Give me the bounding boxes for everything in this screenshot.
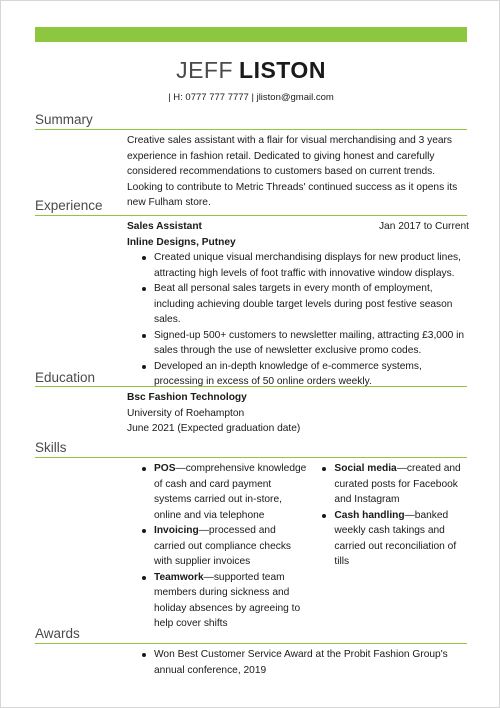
list-item xyxy=(154,570,307,632)
list-item: Won Best Customer Service Award at the Probit Fashion Group's annual conference, 2019 xyxy=(154,647,469,678)
experience-heading: Experience xyxy=(35,198,103,213)
company-name: Inline Designs, Putney xyxy=(127,236,236,248)
candidate-name xyxy=(1,57,500,84)
skills-heading: Skills xyxy=(35,440,67,455)
skills-block xyxy=(127,461,469,632)
experience-block xyxy=(127,219,469,390)
education-rule xyxy=(35,386,467,387)
skill-desc: —supported team members during sickness and holiday absences by agreeing to help cover shifts xyxy=(154,571,301,629)
skills-rule xyxy=(35,457,467,458)
summary-block xyxy=(127,133,469,211)
school: University of Roehampton xyxy=(127,407,245,419)
awards-bullets xyxy=(127,647,469,678)
skill-desc: —banked weekly cash takings and carried out reconciliation of tills xyxy=(334,509,457,567)
list-item xyxy=(154,523,307,570)
contact-line: | H: 0777 777 7777 | jliston@gmail.com xyxy=(168,92,334,103)
awards-block xyxy=(127,647,469,678)
education-heading: Education xyxy=(35,370,96,385)
last-name: LISTON xyxy=(239,57,326,83)
list-item: Created unique visual merchandising displays for new product lines, attracting high levels of foot traffic with innovative window displays. xyxy=(154,250,469,281)
job-header-row xyxy=(127,219,469,235)
experience-bullets xyxy=(127,250,469,390)
skill-desc: —comprehensive knowledge of cash and card payment systems carried out in-store, online and via telephone xyxy=(154,463,307,521)
list-item xyxy=(334,508,469,570)
awards-rule xyxy=(35,643,467,644)
education-block xyxy=(127,390,469,437)
accent-bar xyxy=(35,27,467,42)
summary-heading: Summary xyxy=(35,112,93,127)
skill-name: Invoicing xyxy=(154,525,199,536)
awards-heading: Awards xyxy=(35,626,80,641)
skills-column-1 xyxy=(127,461,307,632)
skill-name: Social media xyxy=(334,463,397,474)
list-item xyxy=(154,461,307,523)
skills-column-2 xyxy=(307,461,469,632)
summary-rule xyxy=(35,129,467,130)
list-item: Beat all personal sales targets in every month of employment, including achieving double target levels during post festive season sales. xyxy=(154,281,469,328)
graduation-date: June 2021 (Expected graduation date) xyxy=(127,423,301,434)
list-item: Developed an in-depth knowledge of e-commerce systems, processing in excess of 50 online orders weekly. xyxy=(154,359,469,390)
first-name: JEFF xyxy=(176,57,234,83)
job-dates: Jan 2017 to Current xyxy=(378,221,469,232)
skill-name: Teamwork xyxy=(154,571,204,583)
summary-text: Creative sales assistant with a flair for visual merchandising and 3 years experience in fashion retail. Dedicated to giving honest and carefully considered recommendations to customers based on current trends. Looking to contribute to Metric Threads' continued success as it opens its new Fulham store. xyxy=(127,135,458,208)
list-item: Signed-up 500+ customers to newsletter mailing, attracting £3,000 in sales through the use of newsletter exclusive promo codes. xyxy=(154,328,469,359)
skill-desc: —processed and carried out compliance checks with supplier invoices xyxy=(154,525,292,567)
job-title: Sales Assistant xyxy=(127,221,202,232)
skill-name: Cash handling xyxy=(334,509,405,521)
skill-desc: —created and curated posts for Facebook and Instagram xyxy=(334,463,461,505)
degree: Bsc Fashion Technology xyxy=(127,392,247,403)
experience-rule xyxy=(35,215,467,216)
skill-name: POS xyxy=(154,463,176,474)
list-item xyxy=(334,461,469,508)
